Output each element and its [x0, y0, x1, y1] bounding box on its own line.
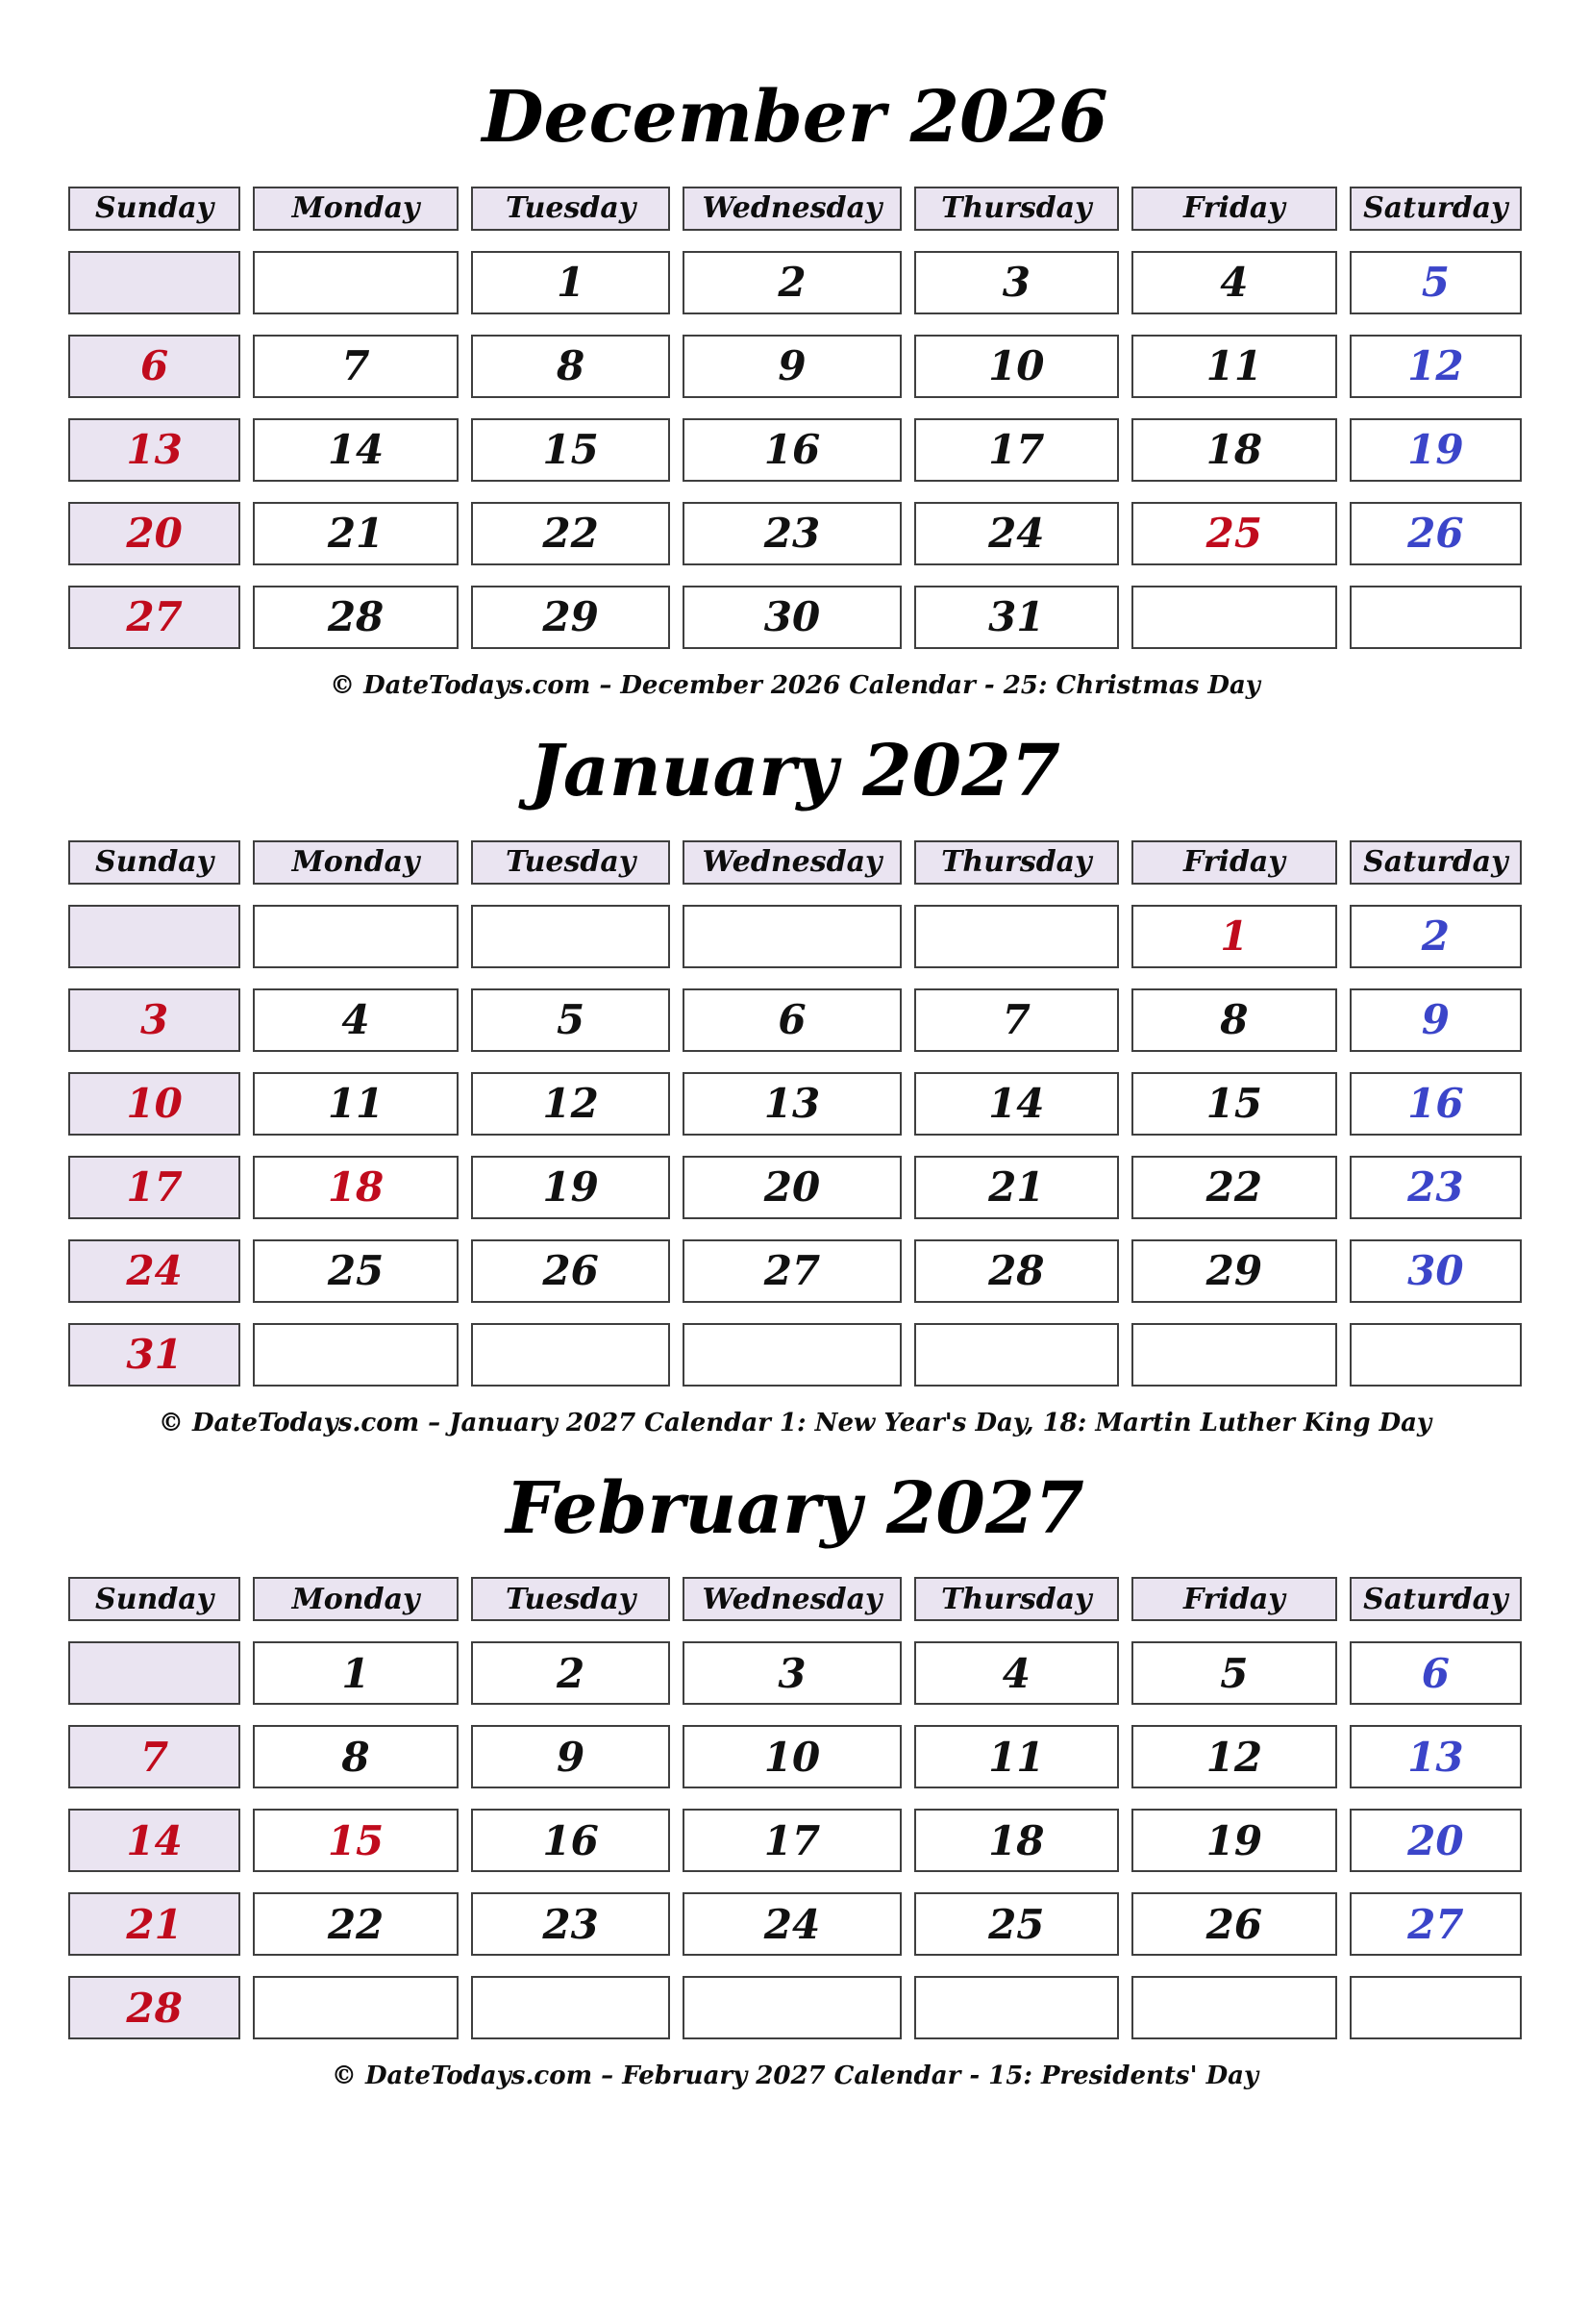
day-cell-december-2026-13: 13	[68, 418, 240, 482]
day-cell-december-2026-14: 14	[253, 418, 459, 482]
day-cell-empty	[1350, 586, 1522, 649]
week-row	[68, 1072, 1522, 1136]
day-header-friday: Friday	[1131, 187, 1337, 231]
day-cell-december-2026-6: 6	[68, 335, 240, 398]
day-cell-january-2027-18: 18	[253, 1156, 459, 1219]
day-cell-february-2027-5: 5	[1131, 1641, 1337, 1705]
day-cell-january-2027-6: 6	[683, 988, 901, 1052]
month-grid-january-2027	[56, 820, 1534, 1407]
day-cell-december-2026-18: 18	[1131, 418, 1337, 482]
week-row	[68, 418, 1522, 482]
day-cell-january-2027-29: 29	[1131, 1239, 1337, 1303]
day-cell-february-2027-16: 16	[471, 1809, 671, 1872]
day-cell-december-2026-1: 1	[471, 251, 671, 314]
day-cell-january-2027-27: 27	[683, 1239, 901, 1303]
day-header-row	[68, 1577, 1522, 1621]
day-cell-january-2027-1: 1	[1131, 905, 1337, 968]
day-cell-january-2027-20: 20	[683, 1156, 901, 1219]
month-caption-january-2027: © DateTodays.com – January 2027 Calendar 1: New Year's Day, 18: Martin Luther King Day	[158, 1408, 1432, 1437]
day-cell-february-2027-26: 26	[1131, 1892, 1337, 1956]
day-cell-empty	[253, 251, 459, 314]
day-cell-december-2026-27: 27	[68, 586, 240, 649]
day-cell-december-2026-7: 7	[253, 335, 459, 398]
day-cell-january-2027-4: 4	[253, 988, 459, 1052]
day-cell-empty	[253, 1976, 459, 2039]
day-cell-february-2027-22: 22	[253, 1892, 459, 1956]
day-cell-february-2027-24: 24	[683, 1892, 901, 1956]
day-cell-january-2027-21: 21	[914, 1156, 1120, 1219]
day-header-thursday: Thursday	[914, 840, 1120, 885]
day-cell-february-2027-20: 20	[1350, 1809, 1522, 1872]
day-header-saturday: Saturday	[1350, 187, 1522, 231]
day-cell-empty	[1350, 1976, 1522, 2039]
day-cell-january-2027-11: 11	[253, 1072, 459, 1136]
day-cell-february-2027-18: 18	[914, 1809, 1120, 1872]
day-header-sunday: Sunday	[68, 187, 240, 231]
day-cell-february-2027-4: 4	[914, 1641, 1120, 1705]
month-section-december-2026	[0, 75, 1590, 700]
day-header-row	[68, 187, 1522, 231]
week-row	[68, 586, 1522, 649]
day-cell-december-2026-16: 16	[683, 418, 901, 482]
day-header-row-wrap	[68, 1577, 1522, 1621]
day-cell-january-2027-31: 31	[68, 1323, 240, 1387]
day-header-wednesday: Wednesday	[683, 187, 901, 231]
day-cell-february-2027-27: 27	[1350, 1892, 1522, 1956]
day-cell-december-2026-29: 29	[471, 586, 671, 649]
day-header-monday: Monday	[253, 840, 459, 885]
day-cell-january-2027-26: 26	[471, 1239, 671, 1303]
day-header-friday: Friday	[1131, 840, 1337, 885]
day-cell-december-2026-10: 10	[914, 335, 1120, 398]
day-cell-january-2027-12: 12	[471, 1072, 671, 1136]
month-section-february-2027	[0, 1466, 1590, 2091]
day-cell-empty	[471, 1323, 671, 1387]
day-cell-empty	[914, 905, 1120, 968]
day-cell-february-2027-1: 1	[253, 1641, 459, 1705]
day-cell-empty	[471, 905, 671, 968]
day-cell-february-2027-19: 19	[1131, 1809, 1337, 1872]
day-cell-december-2026-20: 20	[68, 502, 240, 565]
week-row	[68, 988, 1522, 1052]
day-cell-december-2026-21: 21	[253, 502, 459, 565]
day-cell-february-2027-9: 9	[471, 1725, 671, 1788]
day-cell-december-2026-19: 19	[1350, 418, 1522, 482]
day-cell-january-2027-17: 17	[68, 1156, 240, 1219]
day-cell-december-2026-24: 24	[914, 502, 1120, 565]
day-cell-december-2026-25: 25	[1131, 502, 1337, 565]
day-cell-january-2027-15: 15	[1131, 1072, 1337, 1136]
day-header-saturday: Saturday	[1350, 1577, 1522, 1621]
day-cell-december-2026-11: 11	[1131, 335, 1337, 398]
month-section-january-2027	[0, 729, 1590, 1437]
day-cell-empty	[471, 1976, 671, 2039]
day-cell-january-2027-25: 25	[253, 1239, 459, 1303]
calendar-page	[0, 75, 1590, 2090]
week-row	[68, 1239, 1522, 1303]
day-header-thursday: Thursday	[914, 1577, 1120, 1621]
day-cell-january-2027-28: 28	[914, 1239, 1120, 1303]
day-cell-february-2027-3: 3	[683, 1641, 901, 1705]
month-grid-february-2027	[56, 1557, 1534, 2060]
day-cell-february-2027-2: 2	[471, 1641, 671, 1705]
day-cell-december-2026-30: 30	[683, 586, 901, 649]
day-cell-february-2027-13: 13	[1350, 1725, 1522, 1788]
week-row	[68, 1641, 1522, 1705]
week-row	[68, 1156, 1522, 1219]
day-cell-empty	[68, 905, 240, 968]
day-cell-empty	[914, 1976, 1120, 2039]
day-cell-january-2027-22: 22	[1131, 1156, 1337, 1219]
day-cell-february-2027-17: 17	[683, 1809, 901, 1872]
day-header-tuesday: Tuesday	[471, 187, 671, 231]
day-cell-january-2027-3: 3	[68, 988, 240, 1052]
day-cell-empty	[68, 1641, 240, 1705]
weeks-body	[68, 1641, 1522, 2039]
day-cell-january-2027-19: 19	[471, 1156, 671, 1219]
day-header-tuesday: Tuesday	[471, 840, 671, 885]
day-cell-empty	[1131, 1976, 1337, 2039]
week-row	[68, 502, 1522, 565]
day-cell-february-2027-14: 14	[68, 1809, 240, 1872]
week-row	[68, 251, 1522, 314]
day-cell-january-2027-24: 24	[68, 1239, 240, 1303]
day-cell-january-2027-5: 5	[471, 988, 671, 1052]
day-header-tuesday: Tuesday	[471, 1577, 671, 1621]
day-cell-february-2027-23: 23	[471, 1892, 671, 1956]
week-row	[68, 335, 1522, 398]
week-row	[68, 1323, 1522, 1387]
week-row	[68, 1725, 1522, 1788]
week-row	[68, 1976, 1522, 2039]
day-cell-december-2026-4: 4	[1131, 251, 1337, 314]
day-cell-january-2027-16: 16	[1350, 1072, 1522, 1136]
weeks-body	[68, 251, 1522, 649]
day-cell-january-2027-10: 10	[68, 1072, 240, 1136]
day-cell-january-2027-2: 2	[1350, 905, 1522, 968]
day-cell-december-2026-9: 9	[683, 335, 901, 398]
day-cell-january-2027-8: 8	[1131, 988, 1337, 1052]
day-header-wednesday: Wednesday	[683, 840, 901, 885]
day-header-friday: Friday	[1131, 1577, 1337, 1621]
day-cell-december-2026-22: 22	[471, 502, 671, 565]
day-cell-february-2027-6: 6	[1350, 1641, 1522, 1705]
weeks-body	[68, 905, 1522, 1387]
day-cell-december-2026-3: 3	[914, 251, 1120, 314]
day-header-sunday: Sunday	[68, 840, 240, 885]
day-cell-december-2026-5: 5	[1350, 251, 1522, 314]
day-cell-december-2026-15: 15	[471, 418, 671, 482]
day-cell-empty	[683, 1323, 901, 1387]
day-cell-december-2026-31: 31	[914, 586, 1120, 649]
day-cell-empty	[1131, 1323, 1337, 1387]
day-header-wednesday: Wednesday	[683, 1577, 901, 1621]
day-cell-january-2027-7: 7	[914, 988, 1120, 1052]
day-cell-february-2027-10: 10	[683, 1725, 901, 1788]
day-header-row-wrap	[68, 840, 1522, 885]
day-cell-february-2027-11: 11	[914, 1725, 1120, 1788]
day-cell-empty	[253, 905, 459, 968]
week-row	[68, 905, 1522, 968]
day-header-saturday: Saturday	[1350, 840, 1522, 885]
month-title-february-2027: February 2027	[506, 1466, 1084, 1550]
day-cell-february-2027-7: 7	[68, 1725, 240, 1788]
day-cell-january-2027-30: 30	[1350, 1239, 1522, 1303]
day-cell-february-2027-8: 8	[253, 1725, 459, 1788]
day-header-row	[68, 840, 1522, 885]
month-title-december-2026: December 2026	[482, 76, 1108, 159]
day-cell-empty	[683, 905, 901, 968]
month-title-january-2027: January 2027	[529, 729, 1061, 812]
day-header-monday: Monday	[253, 187, 459, 231]
week-row	[68, 1892, 1522, 1956]
day-cell-december-2026-12: 12	[1350, 335, 1522, 398]
day-cell-february-2027-15: 15	[253, 1809, 459, 1872]
day-header-thursday: Thursday	[914, 187, 1120, 231]
day-cell-december-2026-17: 17	[914, 418, 1120, 482]
day-cell-february-2027-12: 12	[1131, 1725, 1337, 1788]
day-cell-december-2026-28: 28	[253, 586, 459, 649]
day-cell-february-2027-21: 21	[68, 1892, 240, 1956]
day-cell-empty	[1350, 1323, 1522, 1387]
day-cell-december-2026-2: 2	[683, 251, 901, 314]
day-cell-empty	[68, 251, 240, 314]
month-caption-december-2026: © DateTodays.com – December 2026 Calendar - 25: Christmas Day	[330, 670, 1260, 700]
day-cell-december-2026-26: 26	[1350, 502, 1522, 565]
day-cell-empty	[253, 1323, 459, 1387]
day-cell-february-2027-25: 25	[914, 1892, 1120, 1956]
day-header-sunday: Sunday	[68, 1577, 240, 1621]
day-cell-empty	[1131, 586, 1337, 649]
day-cell-january-2027-9: 9	[1350, 988, 1522, 1052]
day-cell-february-2027-28: 28	[68, 1976, 240, 2039]
day-cell-empty	[683, 1976, 901, 2039]
day-cell-december-2026-23: 23	[683, 502, 901, 565]
month-caption-february-2027: © DateTodays.com – February 2027 Calendar - 15: Presidents' Day	[331, 2062, 1259, 2091]
month-grid-december-2026	[56, 166, 1534, 669]
day-cell-december-2026-8: 8	[471, 335, 671, 398]
day-cell-january-2027-23: 23	[1350, 1156, 1522, 1219]
day-header-monday: Monday	[253, 1577, 459, 1621]
day-cell-january-2027-14: 14	[914, 1072, 1120, 1136]
week-row	[68, 1809, 1522, 1872]
day-cell-january-2027-13: 13	[683, 1072, 901, 1136]
day-header-row-wrap	[68, 187, 1522, 231]
day-cell-empty	[914, 1323, 1120, 1387]
